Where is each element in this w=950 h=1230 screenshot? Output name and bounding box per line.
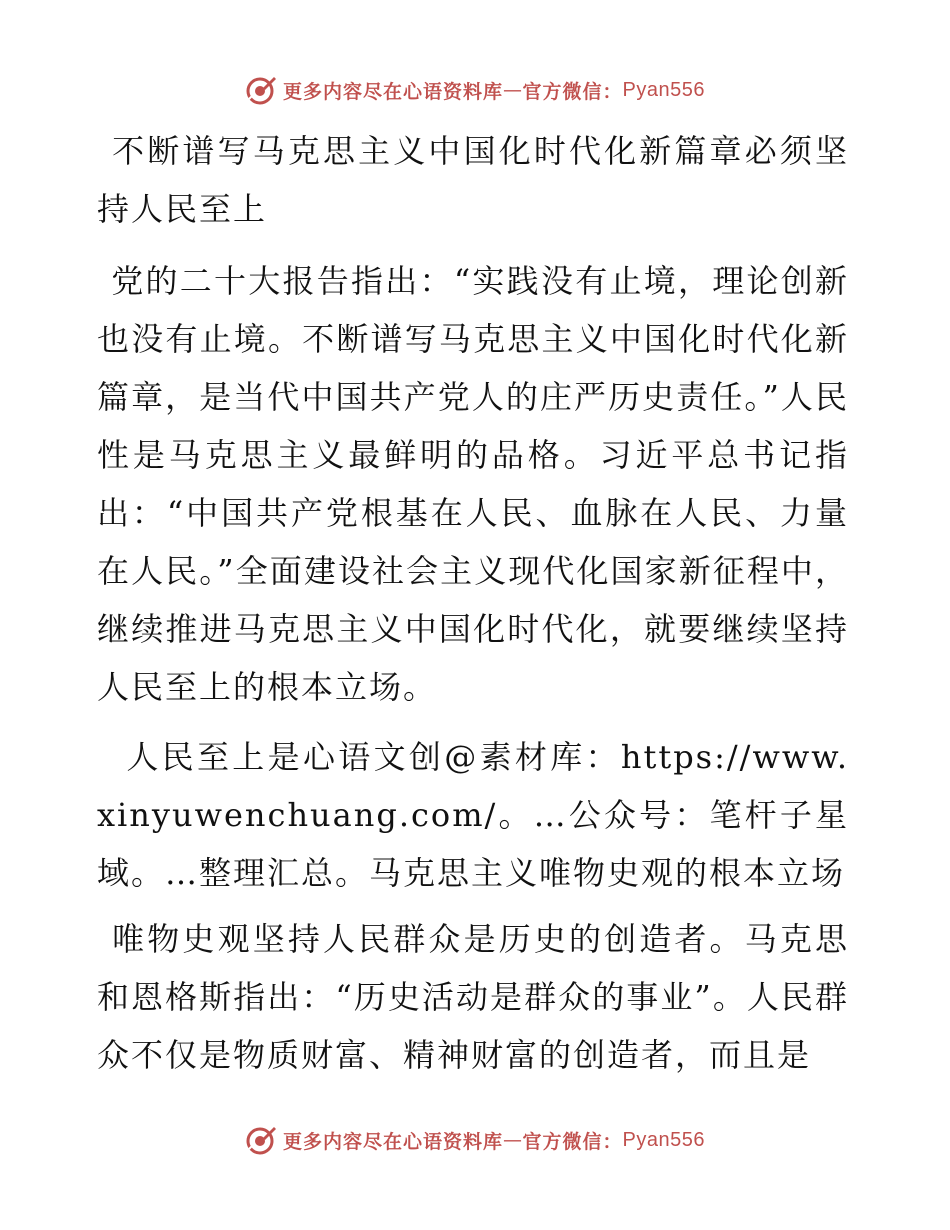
watermark-text: 更多内容尽在心语资料库: [283, 80, 504, 103]
pen-logo-icon: [245, 1124, 277, 1156]
pen-logo-icon: [245, 74, 277, 106]
document-body: [97, 122, 849, 1096]
paragraph-1: 党的二十大报告指出：“实践没有止境，理论创新也没有止境。不断谱写马克思主义中国化时代化新篇章，是当代中国共产党人的庄严历史责任。”人民性是马克思主义最鲜明的品格。习近平总书记指出：“中国共产党根基在人民、血脉在人民、力量在人民。”全面建设社会主义现代化国家新征程中，继续推进马克思主义中国化时代化，就要继续坚持人民至上的根本立场。: [97, 262, 849, 706]
watermark-text: 更多内容尽在心语资料库: [283, 1130, 504, 1153]
watermark-wechat-id: Pyan556: [622, 78, 705, 101]
watermark-separator: —: [503, 1129, 523, 1151]
paragraph-3: 唯物史观坚持人民群众是历史的创造者。马克思和恩格斯指出：“历史活动是群众的事业”。人民群众不仅是物质财富、精神财富的创造者，而且是: [97, 920, 849, 1074]
watermark-wechat-label: 官方微信：: [522, 1130, 623, 1153]
header-watermark: [0, 70, 950, 110]
document-title: 不断谱写马克思主义中国化时代化新篇章必须坚持人民至上: [97, 132, 849, 228]
watermark-separator: —: [503, 79, 523, 101]
footer-watermark: [0, 1120, 950, 1160]
watermark-wechat-label: 官方微信：: [522, 80, 623, 103]
paragraph-2: 人民至上是心语文创@素材库：https://www.xinyuwenchuang.com/。…公众号：笔杆子星域。…整理汇总。马克思主义唯物史观的根本立场: [97, 738, 849, 892]
watermark-wechat-id: Pyan556: [622, 1128, 705, 1151]
